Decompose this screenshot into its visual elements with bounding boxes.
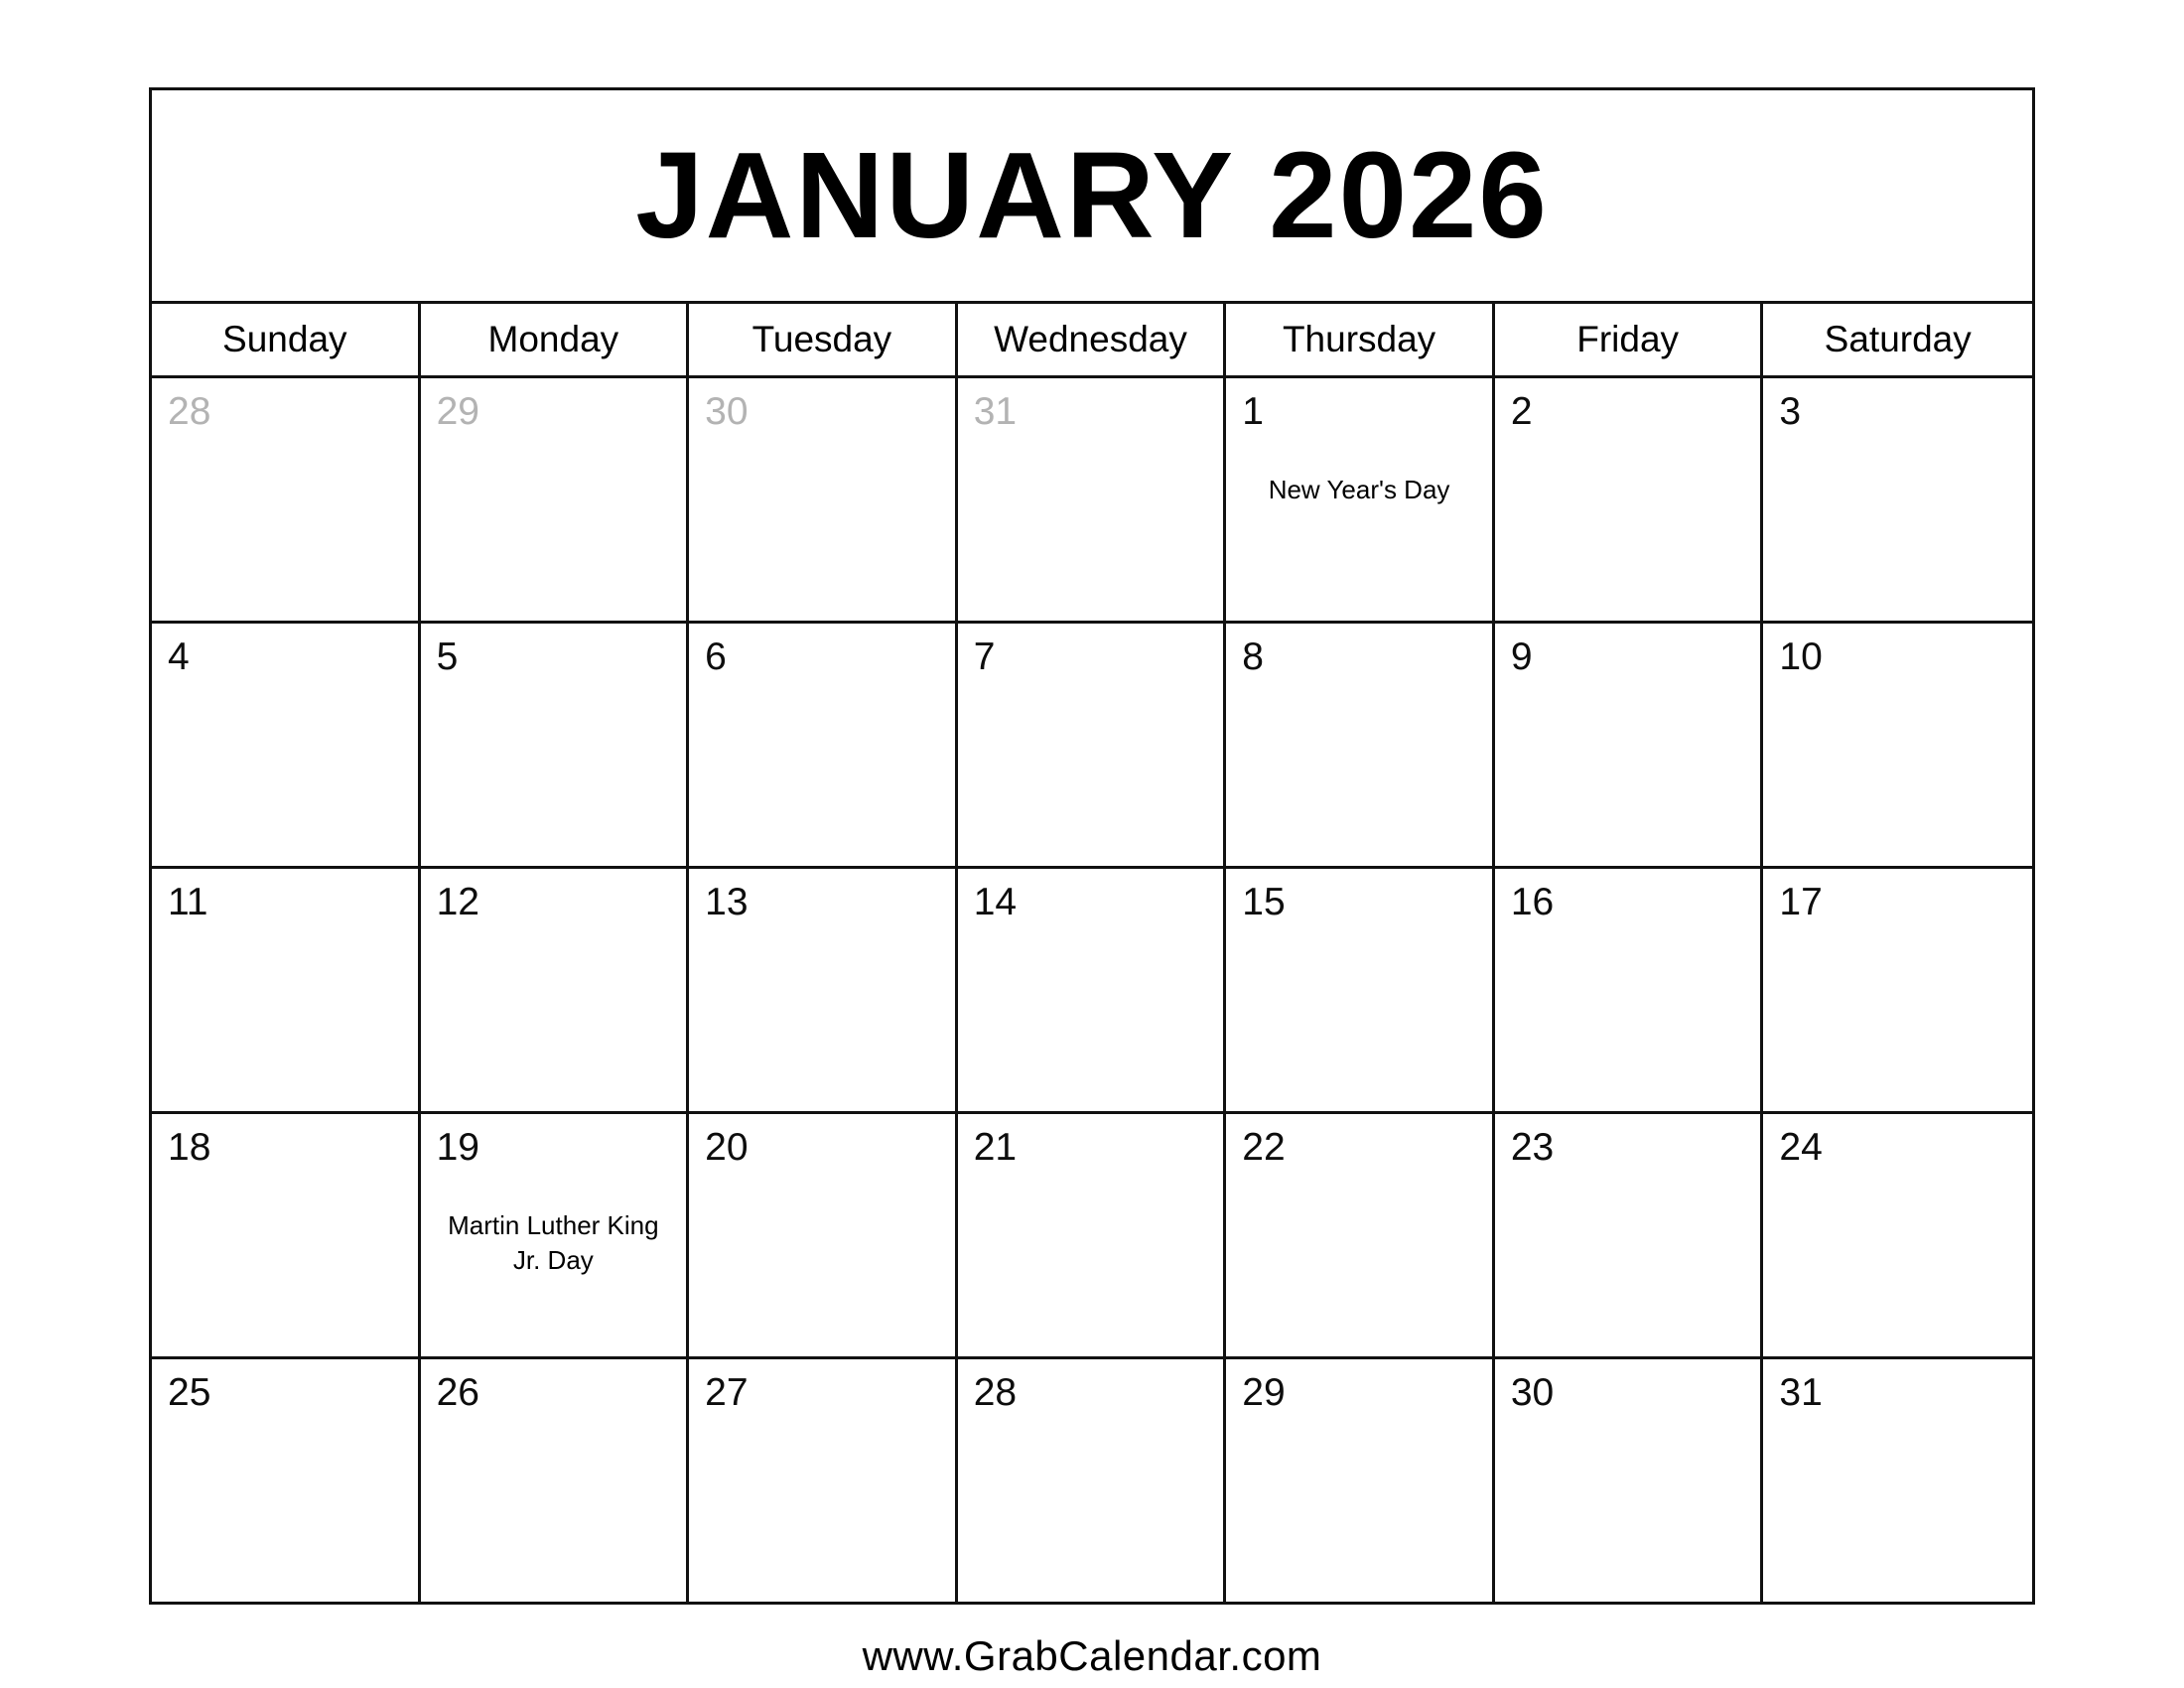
day-cell[interactable] — [1763, 1114, 2032, 1356]
week-row — [152, 624, 2032, 869]
day-cell[interactable] — [1763, 1359, 2032, 1602]
day-number: 5 — [436, 635, 459, 678]
day-number: 30 — [1510, 1371, 1555, 1414]
weekday-header-thursday: Thursday — [1226, 304, 1495, 375]
weekday-header-friday: Friday — [1495, 304, 1764, 375]
day-number: 7 — [973, 635, 996, 678]
day-cell[interactable] — [689, 1359, 958, 1602]
weekday-header-row — [152, 304, 2032, 378]
week-row — [152, 378, 2032, 624]
day-number: 8 — [1242, 635, 1264, 678]
day-cell[interactable] — [689, 869, 958, 1111]
day-number: 28 — [973, 1371, 1018, 1414]
day-number: 3 — [1779, 390, 1802, 433]
monthly-calendar — [149, 87, 2035, 1605]
day-number: 2 — [1510, 390, 1533, 433]
day-cell[interactable] — [958, 378, 1227, 621]
day-number: 22 — [1242, 1126, 1286, 1169]
day-cell[interactable] — [421, 1359, 690, 1602]
weekday-header-tuesday: Tuesday — [689, 304, 958, 375]
day-number: 16 — [1510, 881, 1555, 923]
day-number: 28 — [168, 390, 211, 433]
day-cell[interactable] — [1226, 1114, 1495, 1356]
day-cell[interactable] — [1226, 624, 1495, 866]
day-number: 31 — [1779, 1371, 1823, 1414]
day-cell[interactable] — [1495, 869, 1764, 1111]
week-row — [152, 1359, 2032, 1602]
day-cell[interactable] — [1495, 1114, 1764, 1356]
weekday-header-saturday: Saturday — [1824, 319, 1972, 359]
day-number: 15 — [1242, 881, 1286, 923]
day-number: 23 — [1510, 1126, 1555, 1169]
page-title: JANUARY 2026 — [635, 127, 1549, 264]
day-cell[interactable] — [1763, 869, 2032, 1111]
day-cell[interactable] — [152, 378, 421, 621]
day-cell[interactable] — [689, 378, 958, 621]
week-row — [152, 869, 2032, 1114]
weekday-header-monday: Monday — [421, 304, 690, 375]
weekday-header-sunday: Sunday — [152, 304, 421, 375]
day-cell[interactable] — [152, 869, 421, 1111]
day-number: 12 — [436, 881, 479, 923]
day-number: 29 — [436, 390, 479, 433]
day-number: 6 — [705, 635, 727, 678]
day-number: 1 — [1242, 390, 1264, 433]
day-number: 11 — [168, 881, 208, 923]
day-event: New Year's Day — [1268, 475, 1450, 504]
day-cell[interactable] — [958, 624, 1227, 866]
day-number: 26 — [436, 1371, 479, 1414]
day-number: 27 — [705, 1371, 749, 1414]
calendar-title-row — [152, 90, 2032, 304]
day-cell[interactable] — [958, 1114, 1227, 1356]
day-cell[interactable] — [152, 1359, 421, 1602]
day-cell[interactable] — [421, 378, 690, 621]
day-cell[interactable] — [421, 624, 690, 866]
day-cell[interactable] — [1495, 378, 1764, 621]
day-number: 17 — [1779, 881, 1823, 923]
day-number: 18 — [168, 1126, 211, 1169]
day-cell[interactable] — [1495, 1359, 1764, 1602]
day-number: 21 — [973, 1126, 1018, 1169]
day-cell[interactable] — [1763, 624, 2032, 866]
day-cell[interactable] — [958, 1359, 1227, 1602]
weekday-header-wednesday: Wednesday — [958, 304, 1227, 375]
day-event: Martin Luther King Jr. Day — [448, 1210, 659, 1276]
day-number: 4 — [168, 635, 190, 678]
day-cell[interactable] — [1226, 869, 1495, 1111]
week-row — [152, 1114, 2032, 1359]
day-cell[interactable] — [152, 624, 421, 866]
day-number: 10 — [1779, 635, 1823, 678]
day-number: 29 — [1242, 1371, 1286, 1414]
website-footer: www.GrabCalendar.com — [862, 1632, 1322, 1679]
day-number: 14 — [973, 881, 1018, 923]
day-number: 30 — [705, 390, 749, 433]
day-number: 9 — [1510, 635, 1533, 678]
day-cell[interactable] — [421, 1114, 690, 1356]
day-number: 20 — [705, 1126, 749, 1169]
day-cell[interactable] — [958, 869, 1227, 1111]
day-cell[interactable] — [1226, 378, 1495, 621]
day-cell[interactable] — [689, 624, 958, 866]
day-number: 19 — [436, 1126, 479, 1169]
day-cell[interactable] — [1763, 378, 2032, 621]
day-number: 25 — [168, 1371, 211, 1414]
day-cell[interactable] — [1226, 1359, 1495, 1602]
day-cell[interactable] — [152, 1114, 421, 1356]
day-number: 13 — [705, 881, 749, 923]
day-cell[interactable] — [421, 869, 690, 1111]
day-number: 24 — [1779, 1126, 1823, 1169]
day-number: 31 — [973, 390, 1018, 433]
day-cell[interactable] — [1495, 624, 1764, 866]
day-cell[interactable] — [689, 1114, 958, 1356]
